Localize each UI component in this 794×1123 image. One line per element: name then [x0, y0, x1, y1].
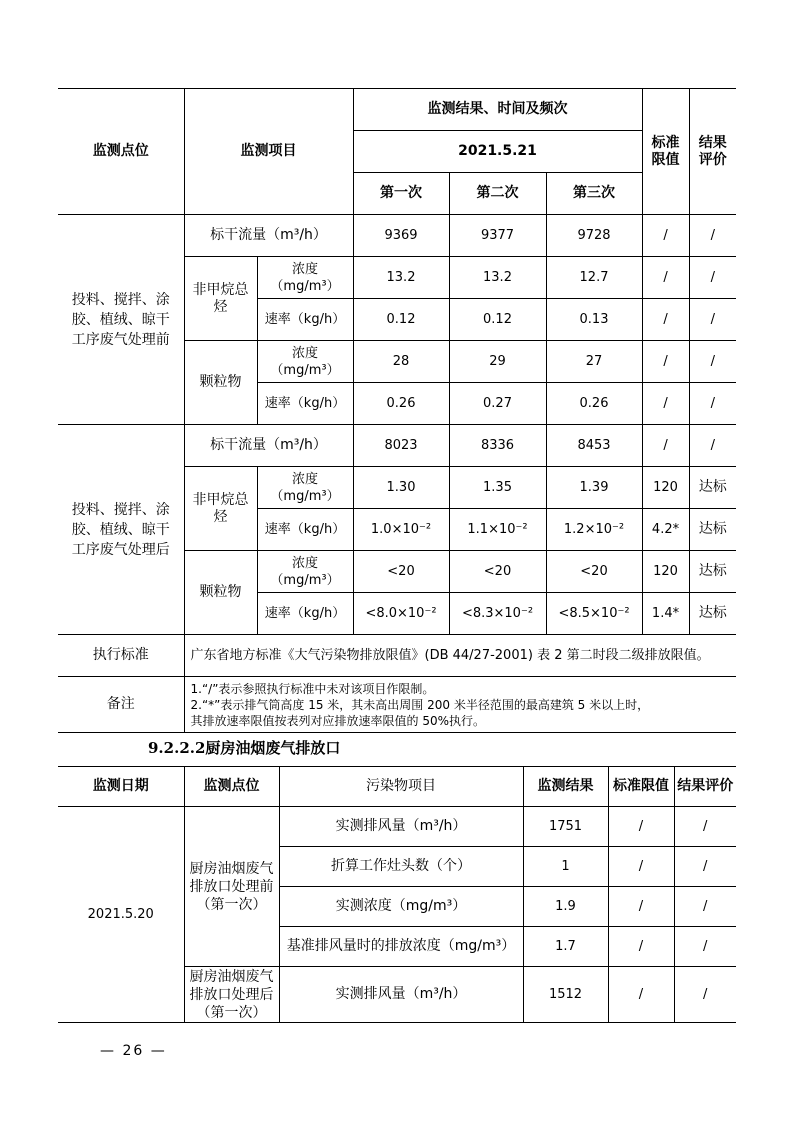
- cell: 12.7: [546, 257, 642, 299]
- cell: <8.0×10⁻²: [353, 593, 449, 635]
- cell: 4.2*: [642, 509, 689, 551]
- item: 实测排风量（m³/h）: [279, 967, 523, 1023]
- conc-label: 浓度（mg/m³）: [257, 341, 353, 383]
- standard-row: [58, 635, 736, 677]
- header-item: 污染物项目: [279, 767, 523, 807]
- cell: /: [689, 215, 736, 257]
- cell: 28: [353, 341, 449, 383]
- cell: <8.3×10⁻²: [449, 593, 546, 635]
- rate-label: 速率（kg/h）: [257, 509, 353, 551]
- cell: /: [689, 341, 736, 383]
- header-date: 2021.5.21: [353, 131, 642, 173]
- site-after: 厨房油烟废气排放口处理后（第一次）: [184, 967, 279, 1023]
- cell: 8453: [546, 425, 642, 467]
- item: 基准排风量时的排放浓度（mg/m³）: [279, 927, 523, 967]
- cell: 0.26: [353, 383, 449, 425]
- cell: 达标: [689, 551, 736, 593]
- cell: 8336: [449, 425, 546, 467]
- item: 实测浓度（mg/m³）: [279, 887, 523, 927]
- kitchen-fume-table: [58, 766, 736, 1023]
- waste-gas-monitoring-table: [58, 88, 736, 733]
- cell: 达标: [689, 509, 736, 551]
- nmhc-label: 非甲烷总烃: [184, 257, 257, 341]
- cell: 1512: [523, 967, 608, 1023]
- cell: /: [642, 257, 689, 299]
- cell: 9369: [353, 215, 449, 257]
- cell: /: [674, 847, 736, 887]
- site-before: 投料、搅拌、涂胶、植绒、晾干工序废气处理前: [58, 215, 184, 425]
- header-date: 监测日期: [58, 767, 184, 807]
- cell: 1.35: [449, 467, 546, 509]
- cell: 0.12: [353, 299, 449, 341]
- cell: 1.0×10⁻²: [353, 509, 449, 551]
- cell: 9728: [546, 215, 642, 257]
- flow-label: 标干流量（m³/h）: [184, 215, 353, 257]
- standard-text: 广东省地方标准《大气污染物排放限值》(DB 44/27-2001) 表 2 第二时段二级排放限值。: [184, 635, 736, 677]
- cell: 达标: [689, 467, 736, 509]
- cell: 8023: [353, 425, 449, 467]
- remark-row: [58, 677, 736, 733]
- table-row: [58, 425, 736, 467]
- cell: 120: [642, 551, 689, 593]
- cell: 9377: [449, 215, 546, 257]
- table-row: [58, 807, 736, 847]
- header-eval: 结果评价: [689, 89, 736, 215]
- cell: /: [608, 847, 674, 887]
- cell: <20: [449, 551, 546, 593]
- nmhc-label: 非甲烷总烃: [184, 467, 257, 551]
- cell: /: [689, 299, 736, 341]
- cell: 1.1×10⁻²: [449, 509, 546, 551]
- remark-line: 其排放速率限值按表列对应排放速率限值的 50%执行。: [190, 713, 485, 728]
- table-header-row: [58, 767, 736, 807]
- cell: 0.13: [546, 299, 642, 341]
- cell: 1.39: [546, 467, 642, 509]
- cell: 达标: [689, 593, 736, 635]
- cell: /: [674, 927, 736, 967]
- header-eval: 结果评价: [674, 767, 736, 807]
- page-number: — 26 —: [100, 1043, 167, 1059]
- cell: <20: [546, 551, 642, 593]
- rate-label: 速率（kg/h）: [257, 383, 353, 425]
- monitor-date: 2021.5.20: [58, 807, 184, 1023]
- header-site: 监测点位: [58, 89, 184, 215]
- table-row: [58, 215, 736, 257]
- remark-label: 备注: [58, 677, 184, 733]
- cell: 0.27: [449, 383, 546, 425]
- cell: 13.2: [449, 257, 546, 299]
- cell: /: [674, 887, 736, 927]
- cell: /: [642, 299, 689, 341]
- rate-label: 速率（kg/h）: [257, 593, 353, 635]
- header-site: 监测点位: [184, 767, 279, 807]
- header-limit: 标准限值: [608, 767, 674, 807]
- section-title: 9.2.2.2厨房油烟废气排放口: [148, 739, 341, 757]
- header-results: 监测结果、时间及频次: [353, 89, 642, 131]
- cell: 1.30: [353, 467, 449, 509]
- cell: 1.4*: [642, 593, 689, 635]
- site-after: 投料、搅拌、涂胶、植绒、晾干工序废气处理后: [58, 425, 184, 635]
- cell: 1751: [523, 807, 608, 847]
- cell: /: [689, 425, 736, 467]
- cell: /: [674, 807, 736, 847]
- remark-line: 1.“/”表示参照执行标准中未对该项目作限制。: [190, 681, 435, 696]
- remark-line: 2.“*”表示排气筒高度 15 米，其未高出周围 200 米半径范围的最高建筑 5 米以上时，: [190, 697, 650, 712]
- header-item: 监测项目: [184, 89, 353, 215]
- table-header-row: [58, 89, 736, 131]
- cell: 0.12: [449, 299, 546, 341]
- cell: /: [608, 887, 674, 927]
- cell: /: [642, 215, 689, 257]
- cell: /: [642, 383, 689, 425]
- site-before: 厨房油烟废气排放口处理前（第一次）: [184, 807, 279, 967]
- cell: /: [642, 425, 689, 467]
- conc-label: 浓度（mg/m³）: [257, 257, 353, 299]
- cell: <8.5×10⁻²: [546, 593, 642, 635]
- cell: 120: [642, 467, 689, 509]
- standard-label: 执行标准: [58, 635, 184, 677]
- cell: 1.9: [523, 887, 608, 927]
- conc-label: 浓度（mg/m³）: [257, 467, 353, 509]
- cell: 27: [546, 341, 642, 383]
- cell: 29: [449, 341, 546, 383]
- cell: 1: [523, 847, 608, 887]
- cell: 13.2: [353, 257, 449, 299]
- cell: /: [689, 257, 736, 299]
- item: 实测排风量（m³/h）: [279, 807, 523, 847]
- pm-label: 颗粒物: [184, 551, 257, 635]
- header-limit: 标准限值: [642, 89, 689, 215]
- remark-text: [184, 677, 736, 733]
- cell: 0.26: [546, 383, 642, 425]
- header-first: 第一次: [353, 173, 449, 215]
- cell: /: [674, 967, 736, 1023]
- item: 折算工作灶头数（个）: [279, 847, 523, 887]
- cell: /: [608, 967, 674, 1023]
- flow-label: 标干流量（m³/h）: [184, 425, 353, 467]
- cell: /: [689, 383, 736, 425]
- cell: 1.7: [523, 927, 608, 967]
- cell: /: [608, 927, 674, 967]
- pm-label: 颗粒物: [184, 341, 257, 425]
- cell: /: [642, 341, 689, 383]
- header-third: 第三次: [546, 173, 642, 215]
- rate-label: 速率（kg/h）: [257, 299, 353, 341]
- header-second: 第二次: [449, 173, 546, 215]
- cell: /: [608, 807, 674, 847]
- conc-label: 浓度（mg/m³）: [257, 551, 353, 593]
- header-result: 监测结果: [523, 767, 608, 807]
- cell: <20: [353, 551, 449, 593]
- cell: 1.2×10⁻²: [546, 509, 642, 551]
